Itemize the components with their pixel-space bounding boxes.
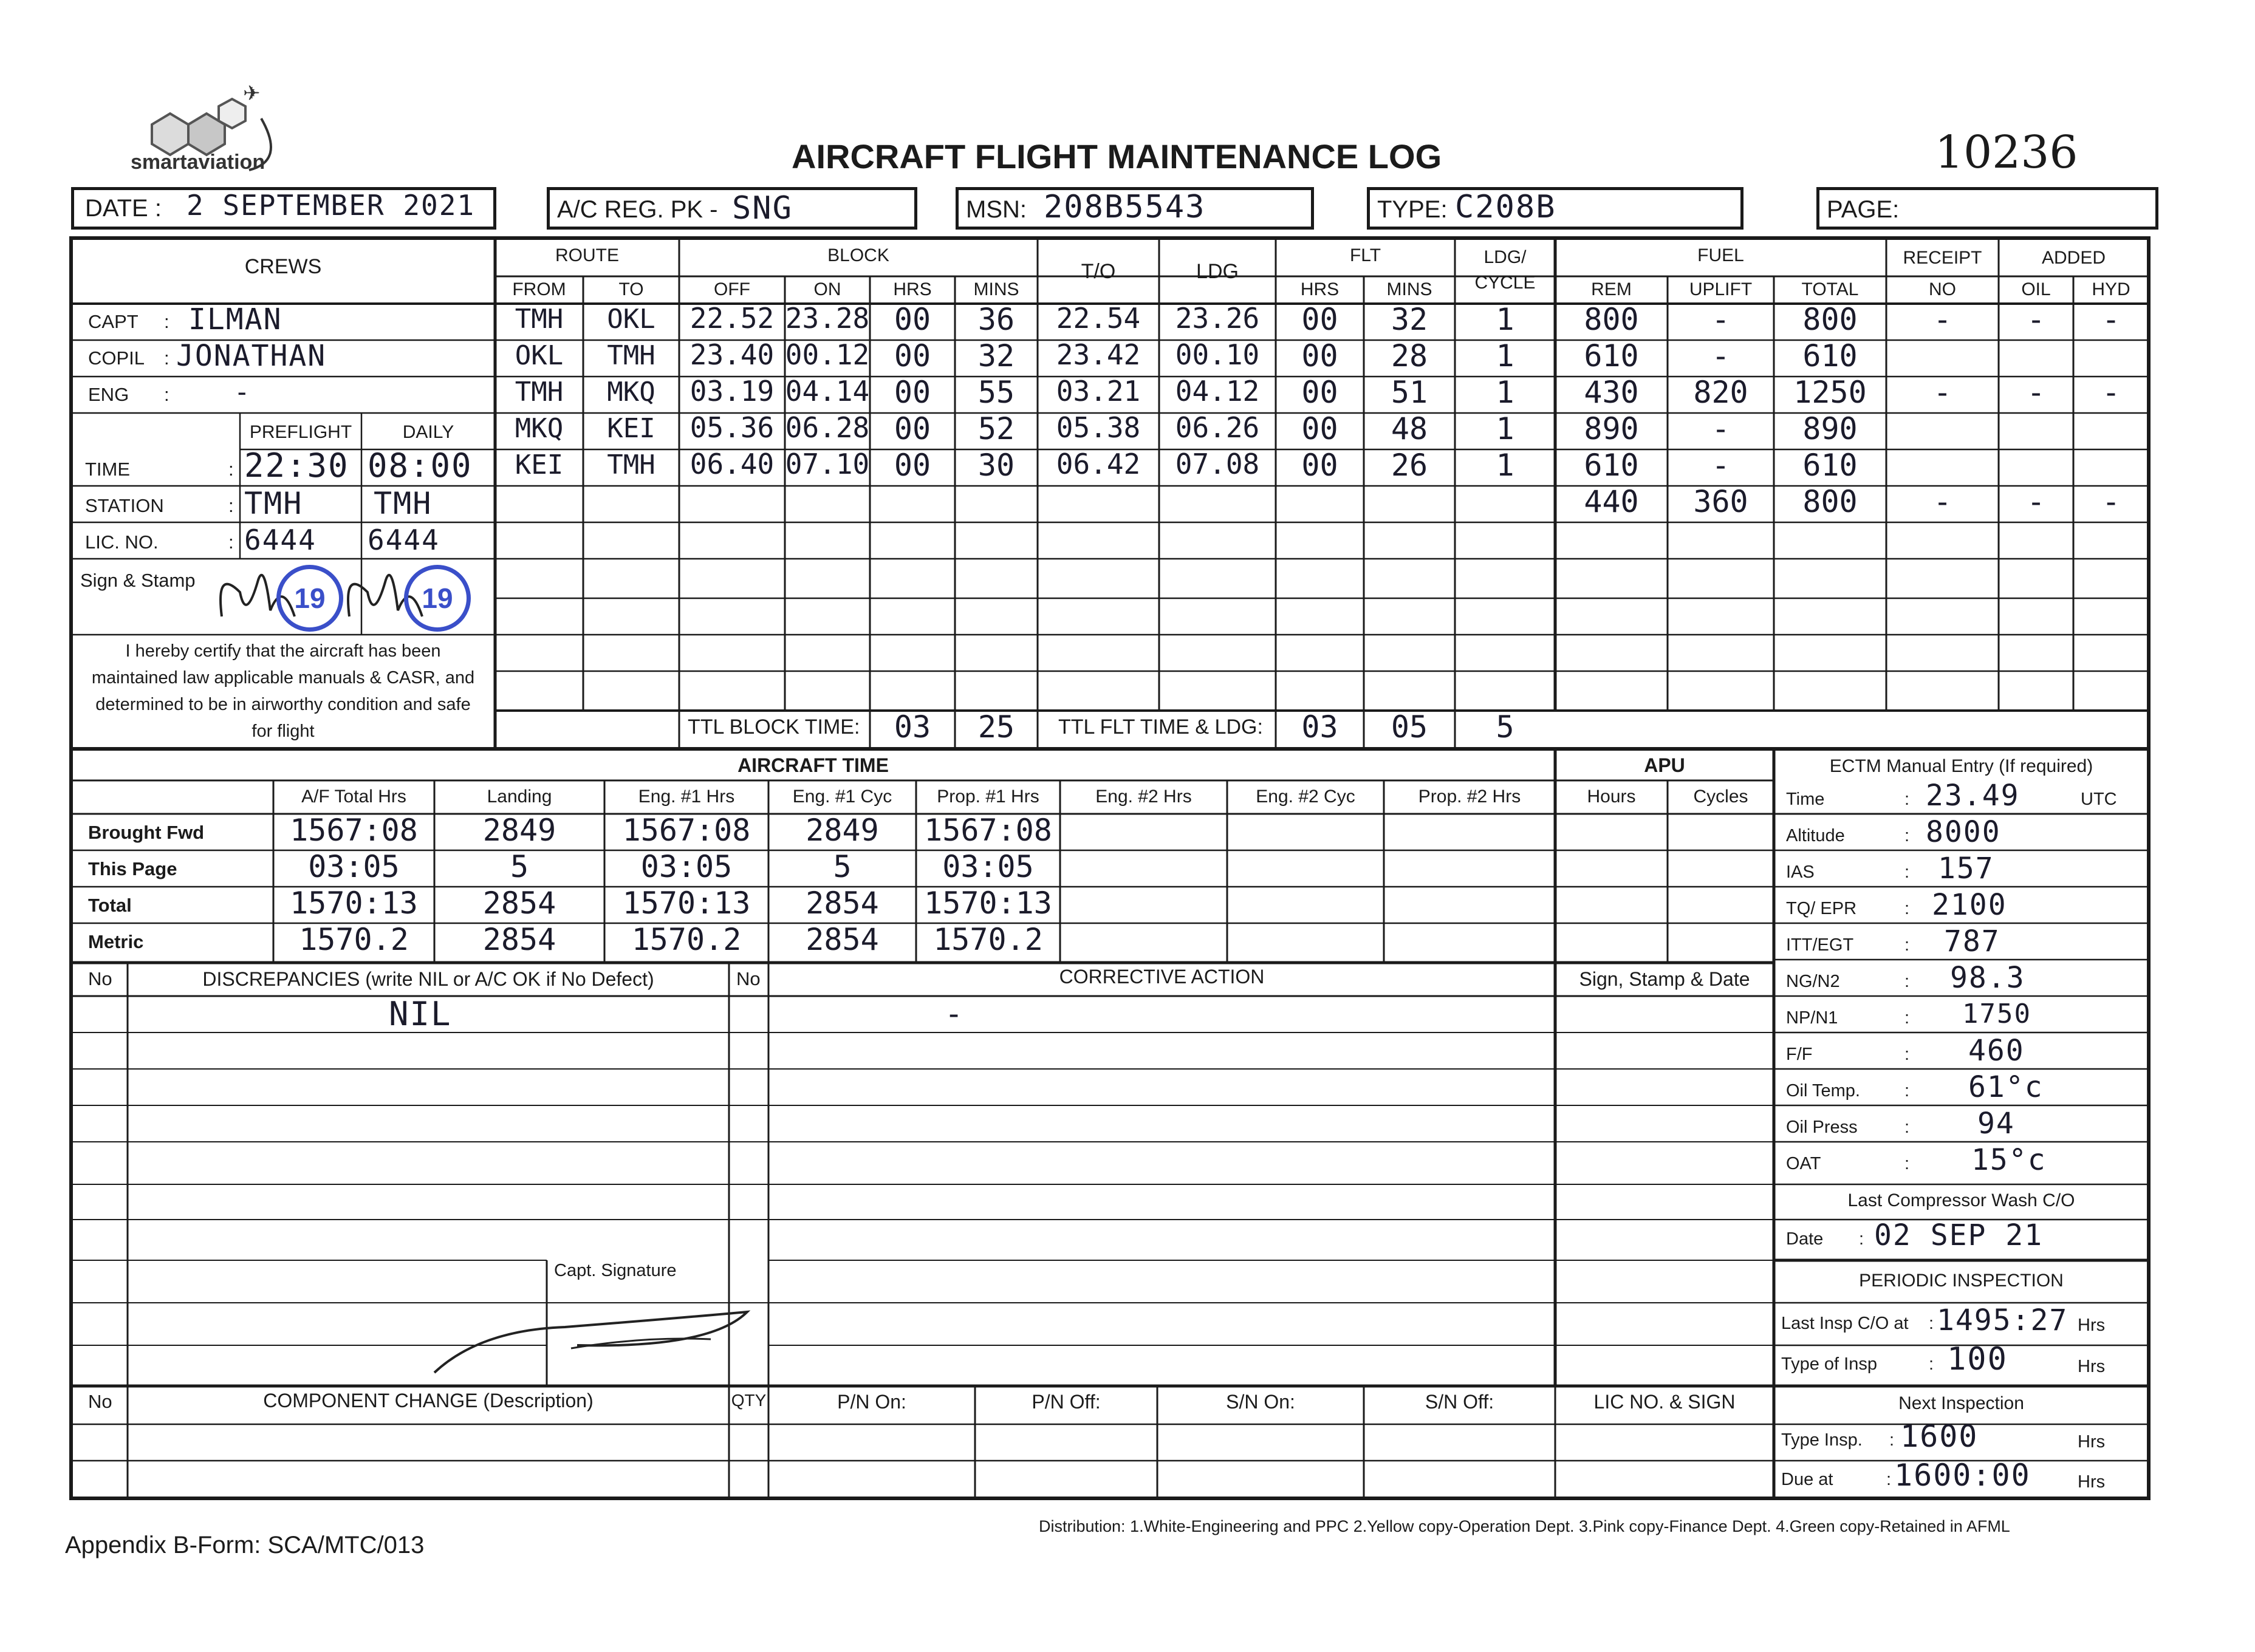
captain-signature-stroke [425,1294,765,1379]
ectm-value: 98.3 [1950,961,2025,995]
flight-row-takeoff: 03.21 [1056,375,1141,408]
flight-row-to: TMH [607,340,655,371]
col-af-total: A/F Total Hrs [301,787,406,807]
block-hrs-subheader: HRS [893,279,932,299]
flight-row-off: 06.40 [690,448,775,480]
next-type-value: 1600 [1900,1419,1979,1454]
flight-row-on: 04.14 [785,375,870,408]
lic-preflight-value: 6444 [244,524,317,556]
to-subheader: TO [618,279,644,299]
fuel-rem: 610 [1584,448,1639,483]
prop1-hrs-cell: 1567:08 [924,813,1052,848]
periodic-inspection-title: PERIODIC INSPECTION [1859,1271,2064,1291]
time-preflight-value: 22:30 [244,446,349,485]
msn-label: MSN: [966,196,1027,223]
flt-mins-subheader: MINS [1386,279,1432,299]
ectm-label: Time [1786,790,1825,809]
station-colon: : [228,495,234,516]
compressor-wash-title: Last Compressor Wash C/O [1847,1190,2075,1210]
date-label: DATE : [85,195,162,222]
certify-line-1: I hereby certify that the aircraft has been [125,641,441,661]
flight-row-on: 00.12 [785,338,870,371]
station-preflight-value: TMH [244,486,303,521]
flight-row-from: MKQ [515,413,564,444]
ttl-flt-mins: 05 [1391,709,1428,745]
type-insp-colon: : [1929,1354,1934,1374]
time-daily-value: 08:00 [368,446,473,485]
col-landing: Landing [487,787,552,807]
fuel-header: FUEL [1697,245,1744,265]
metric-label: Metric [88,931,144,952]
brought-fwd-label: Brought Fwd [88,822,205,843]
receipt-no: - [1933,302,1952,337]
eng-colon: : [164,384,169,405]
eng1-hrs-cell: 1570.2 [631,922,742,957]
ectm-colon: : [1904,1154,1910,1173]
off-subheader: OFF [714,279,750,299]
fuel-uplift: - [1711,338,1730,374]
on-subheader: ON [813,279,841,299]
flight-row-to: OKL [607,304,655,335]
flight-row-on: 06.28 [785,411,870,444]
type-insp-value: 100 [1947,1341,2008,1377]
msn-value: 208B5543 [1044,189,1206,225]
landing-cell: 2854 [482,886,556,921]
uplift-subheader: UPLIFT [1689,279,1753,299]
copil-value: JONATHAN [176,339,327,373]
next-inspection-title: Next Inspection [1898,1393,2024,1413]
component-change-header: COMPONENT CHANGE (Description) [263,1390,594,1411]
eng-value: - [234,377,252,408]
sign-stamp-date-header: Sign, Stamp & Date [1579,968,1750,990]
action-no-header: No [736,968,761,989]
station-label: STATION [85,495,164,516]
eng1-cyc-cell: 2854 [806,922,879,957]
wash-date-label: Date [1786,1229,1824,1249]
lic-sign-header: LIC NO. & SIGN [1593,1391,1736,1413]
ectm-label: TQ/ EPR [1786,899,1857,918]
certify-statement [71,638,495,745]
flight-row-flt-mins: 26 [1391,448,1428,483]
fuel-uplift: 820 [1693,375,1748,410]
flight-row-cycle: 1 [1496,338,1514,374]
ectm-label: IAS [1786,862,1815,882]
flight-row-from: TMH [515,377,564,408]
certify-line-4: for flight [252,722,315,741]
block-header: BLOCK [827,245,889,265]
ectm-colon: : [1904,1118,1910,1137]
total-label: Total [88,895,132,916]
crews-header: CREWS [244,255,322,278]
appendix-label: Appendix B-Form: SCA/MTC/013 [65,1532,425,1558]
certify-line-2: maintained law applicable manuals & CASR, and [91,668,475,688]
eng1-hrs-cell: 1567:08 [622,813,751,848]
takeoff-header: T/O [1081,260,1116,283]
type-value: C208B [1455,189,1556,225]
this-page-label: This Page [88,858,177,879]
next-type-label: Type Insp. [1781,1430,1863,1450]
capt-colon: : [164,311,169,332]
aircraft-time-title: AIRCRAFT TIME [737,754,889,776]
wash-date-colon: : [1859,1229,1864,1249]
ttl-ldg: 5 [1496,709,1514,745]
flight-row-block-hrs: 00 [894,448,931,483]
flight-row-flt-hrs: 00 [1301,338,1338,374]
fuel-rem: 800 [1584,302,1639,337]
flight-row-cycle: 1 [1496,302,1514,337]
flight-row-flt-hrs: 00 [1301,448,1338,483]
corrective-action-entry: - [945,996,965,1031]
apu-cycles-header: Cycles [1693,787,1748,807]
ectm-value: 787 [1944,924,2000,958]
registration-label: A/C REG. PK - [557,196,718,223]
eng-label: ENG [88,384,129,405]
receipt-no: - [1933,375,1952,410]
qty-header: QTY [731,1391,767,1410]
flight-row-landing: 00.10 [1175,338,1260,371]
ectm-label: Oil Press [1786,1118,1858,1137]
flight-row-off: 05.36 [690,411,775,444]
af-total-cell: 1567:08 [290,813,418,848]
added-oil: - [2027,484,2045,519]
flight-row-to: MKQ [607,377,655,408]
flight-row-takeoff: 06.42 [1056,448,1141,480]
ectm-colon: : [1904,935,1910,955]
ectm-value: 460 [1968,1034,2025,1068]
col-prop1-hrs: Prop. #1 Hrs [937,787,1039,807]
ectm-colon: : [1904,862,1910,882]
added-header: ADDED [2041,248,2106,268]
fuel-total: 610 [1802,338,1858,374]
distribution-note: Distribution: 1.White-Engineering and PPC 2.Yellow copy-Operation Dept. 3.Pink copy-Finance Dept. 4.Green copy-Retained in AFML [1039,1517,2010,1535]
fuel-rem: 610 [1584,338,1639,374]
last-insp-colon: : [1929,1314,1934,1333]
discrepancy-entry: NIL [389,995,452,1033]
flight-row-landing: 07.08 [1175,448,1260,480]
col-prop2-hrs: Prop. #2 Hrs [1418,787,1521,807]
ectm-value: 1750 [1962,998,2031,1029]
added-oil: - [2027,375,2045,410]
receipt-no: - [1933,484,1952,519]
ectm-colon: : [1904,899,1910,918]
next-type-unit: Hrs [2078,1432,2106,1452]
due-colon: : [1886,1470,1892,1489]
ectm-value: 15°c [1971,1143,2047,1177]
due-unit: Hrs [2078,1472,2106,1492]
ttl-flt-label: TTL FLT TIME & LDG: [1058,715,1263,739]
col-eng1-hrs: Eng. #1 Hrs [638,787,735,807]
flight-row-from: KEI [515,449,564,480]
ectm-colon: : [1904,972,1910,991]
flight-row-takeoff: 05.38 [1056,411,1141,444]
flight-row-off: 22.52 [690,302,775,335]
flight-row-flt-mins: 51 [1391,375,1428,410]
flight-row-to: TMH [607,449,655,480]
flt-header: FLT [1349,245,1381,265]
fuel-uplift: - [1711,448,1730,483]
comp-no-header: No [88,1391,112,1412]
last-insp-unit: Hrs [2078,1316,2106,1335]
certify-line-3: determined to be in airworthy condition and safe [95,695,471,714]
page-title: AIRCRAFT FLIGHT MAINTENANCE LOG [792,137,1442,176]
copil-colon: : [164,347,169,369]
ectm-value: 23.49 [1926,779,2020,813]
flight-row-flt-mins: 32 [1391,302,1428,337]
sn-off-header: S/N Off: [1425,1391,1494,1413]
preflight-stamp-text: 19 [294,582,326,614]
ectm-colon: : [1904,790,1910,809]
lic-daily-value: 6444 [368,524,440,556]
col-eng1-cyc: Eng. #1 Cyc [792,787,892,807]
flight-row-takeoff: 23.42 [1056,338,1141,371]
flight-row-flt-mins: 28 [1391,338,1428,374]
flight-row-landing: 23.26 [1175,302,1260,335]
flight-row-from: TMH [515,304,564,335]
registration-value: SNG [732,190,793,227]
flight-row-landing: 06.26 [1175,411,1260,444]
landing-cell: 2854 [482,922,556,957]
time-colon: : [228,459,234,480]
af-total-cell: 1570.2 [299,922,409,957]
flight-row-takeoff: 22.54 [1056,302,1141,335]
flight-row-cycle: 1 [1496,375,1514,410]
svg-text:✈: ✈ [243,82,261,105]
prop1-hrs-cell: 1570:13 [924,886,1052,921]
ectm-colon: : [1904,1081,1910,1101]
fuel-rem: 430 [1584,375,1639,410]
flight-row-on: 07.10 [785,448,870,480]
sign-stamp-label: Sign & Stamp [80,570,196,591]
capt-value: ILMAN [188,302,282,336]
discrepancy-header: DISCREPANCIES (write NIL or A/C OK if No Defect) [202,968,654,990]
ectm-value: 8000 [1926,815,2001,849]
daily-stamp-text: 19 [422,582,453,614]
added-oil: - [2027,302,2045,337]
flight-row-flt-hrs: 00 [1301,411,1338,446]
eng1-cyc-cell: 5 [833,849,852,884]
added-hyd: - [2101,302,2121,337]
fuel-rem: 440 [1584,484,1639,519]
col-eng2-cyc: Eng. #2 Cyc [1256,787,1355,807]
lic-colon: : [228,531,234,553]
due-label: Due at [1781,1470,1833,1489]
flight-row-flt-hrs: 00 [1301,302,1338,337]
type-insp-unit: Hrs [2078,1357,2106,1376]
rem-subheader: REM [1591,279,1632,299]
fuel-total: 890 [1802,411,1858,446]
ttl-block-mins: 25 [977,709,1015,745]
ectm-value: 94 [1977,1107,2015,1141]
from-subheader: FROM [512,279,566,299]
flight-row-block-hrs: 00 [894,302,931,337]
type-insp-label: Type of Insp [1781,1354,1877,1374]
eng1-hrs-cell: 1570:13 [622,886,751,921]
logo-text: smartaviation [131,151,265,174]
corrective-action-header: CORRECTIVE ACTION [1059,966,1265,988]
type-label: TYPE: [1377,196,1448,223]
sn-on-header: S/N On: [1226,1391,1295,1413]
page-label: PAGE: [1827,196,1900,223]
flight-row-flt-hrs: 00 [1301,375,1338,410]
fuel-total: 800 [1802,302,1858,337]
flight-row-block-hrs: 00 [894,411,931,446]
flight-row-on: 23.28 [785,302,870,335]
time-label: TIME [85,459,131,480]
flight-row-block-mins: 55 [977,375,1015,410]
ttl-block-label: TTL BLOCK TIME: [688,715,860,739]
flight-row-from: OKL [515,340,564,371]
ectm-colon: : [1904,826,1910,845]
fuel-rem: 890 [1584,411,1639,446]
date-value: 2 SEPTEMBER 2021 [186,189,476,222]
eng1-cyc-cell: 2854 [806,886,879,921]
prop1-hrs-cell: 1570.2 [933,922,1043,957]
route-header: ROUTE [555,245,619,265]
ldg-cycle-line1: LDG/ [1483,247,1527,267]
flight-row-off: 03.19 [690,375,775,408]
ectm-label: OAT [1786,1154,1821,1173]
flight-row-off: 23.40 [690,338,775,371]
ldg-cycle-line2: CYCLE [1474,273,1536,293]
ttl-block-hrs: 03 [894,709,931,745]
ectm-label: Oil Temp. [1786,1081,1860,1101]
receipt-header: RECEIPT [1903,248,1982,268]
col-eng2-hrs: Eng. #2 Hrs [1095,787,1192,807]
ectm-label: F/F [1786,1045,1813,1064]
landing-cell: 5 [510,849,529,884]
landing-header: LDG [1196,260,1239,283]
daily-header: DAILY [402,422,454,442]
flight-row-block-hrs: 00 [894,375,931,410]
last-insp-value: 1495:27 [1937,1303,2069,1337]
flight-row-block-hrs: 00 [894,338,931,374]
flight-row-to: KEI [607,413,655,444]
preflight-header: PREFLIGHT [249,422,352,442]
fuel-uplift: 360 [1693,484,1748,519]
document-number: 10236 [1935,126,2078,179]
ectm-label: NP/N1 [1786,1008,1838,1028]
preflight-stamp-icon [276,565,343,632]
ectm-value: 157 [1938,852,1994,886]
ectm-label: Altitude [1786,826,1845,845]
fuel-uplift: - [1711,302,1730,337]
fuel-total: 610 [1802,448,1858,483]
flight-row-cycle: 1 [1496,448,1514,483]
fuel-total: 800 [1802,484,1858,519]
flight-row-block-mins: 32 [977,338,1015,374]
flt-hrs-subheader: HRS [1300,279,1340,299]
total-subheader: TOTAL [1801,279,1859,299]
last-insp-label: Last Insp C/O at [1781,1314,1909,1333]
ectm-unit: UTC [2081,790,2117,809]
hyd-subheader: HYD [2092,279,2130,299]
landing-cell: 2849 [482,813,556,848]
disc-no-header: No [88,968,112,989]
flight-row-block-mins: 52 [977,411,1015,446]
ttl-flt-hrs: 03 [1301,709,1338,745]
ectm-colon: : [1904,1045,1910,1064]
ectm-value: 2100 [1932,888,2007,922]
station-daily-value: TMH [374,486,433,521]
pn-on-header: P/N On: [837,1391,906,1413]
fuel-total: 1250 [1793,375,1867,410]
flight-row-block-mins: 36 [977,302,1015,337]
copil-label: COPIL [88,347,145,369]
apu-hours-header: Hours [1587,787,1636,807]
ectm-colon: : [1904,1008,1910,1028]
oil-subheader: OIL [2021,279,2051,299]
receipt-no-subheader: NO [1929,279,1956,299]
ectm-label: ITT/EGT [1786,935,1854,955]
lic-label: LIC. NO. [85,531,159,553]
next-type-colon: : [1889,1430,1895,1450]
added-hyd: - [2101,484,2121,519]
flight-row-cycle: 1 [1496,411,1514,446]
due-value: 1600:00 [1894,1458,2031,1493]
af-total-cell: 03:05 [308,849,400,884]
flight-row-flt-mins: 48 [1391,411,1428,446]
added-hyd: - [2101,375,2121,410]
ectm-title: ECTM Manual Entry (If required) [1829,756,2093,776]
fuel-uplift: - [1711,411,1730,446]
eng1-hrs-cell: 03:05 [640,849,733,884]
wash-date-value: 02 SEP 21 [1874,1218,2044,1252]
flight-row-landing: 04.12 [1175,375,1260,408]
ldg-cycle-header [1455,245,1555,296]
flight-row-block-mins: 30 [977,448,1015,483]
daily-stamp-icon [404,565,471,632]
apu-title: APU [1644,754,1685,776]
block-mins-subheader: MINS [973,279,1019,299]
ectm-value: 61°c [1968,1070,2044,1104]
capt-signature-label: Capt. Signature [554,1261,677,1280]
af-total-cell: 1570:13 [290,886,418,921]
pn-off-header: P/N Off: [1032,1391,1101,1413]
eng1-cyc-cell: 2849 [806,813,879,848]
prop1-hrs-cell: 03:05 [942,849,1034,884]
capt-label: CAPT [88,311,139,332]
ectm-label: NG/N2 [1786,972,1840,991]
